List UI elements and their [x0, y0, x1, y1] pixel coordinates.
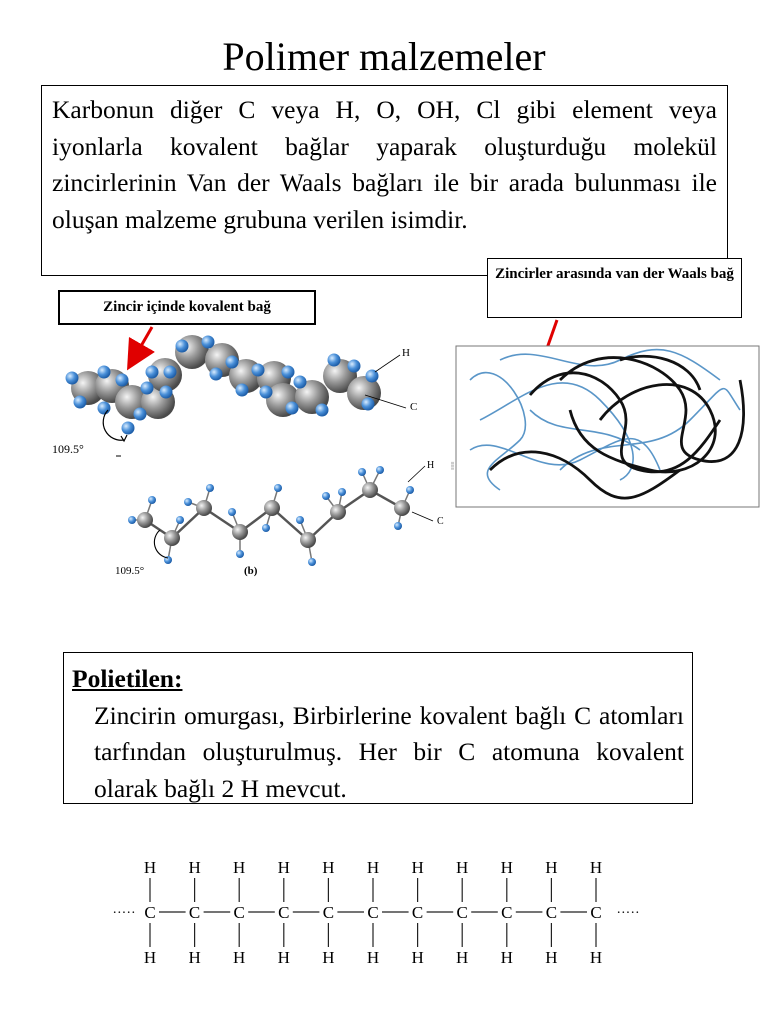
formula-hydrogen: H [143, 858, 157, 877]
formula-hydrogen: H [545, 858, 558, 877]
carbon-atom [264, 500, 280, 516]
polyethylene-text: Zincirin omurgası, Birbirlerine kovalent bağlı C atomları tarfından oluşturulmuş. Her bir C atomuna kovalent olarak bağlı 2 H mevcut. [94, 700, 684, 803]
formula-carbon: C [411, 903, 424, 922]
formula-hydrogen: H [411, 858, 424, 877]
hydrogen-atom [226, 356, 239, 369]
formula-hydrogen: H [500, 948, 513, 967]
formula-hydrogen: H [188, 858, 201, 877]
formula-carbon: C [188, 903, 201, 922]
angle-label-a: 109.5° [52, 442, 84, 456]
atom-label-h-b: H [427, 460, 435, 471]
hydrogen-atom [202, 336, 215, 349]
carbon-atom [362, 482, 378, 498]
polyethylene-box [63, 652, 693, 804]
hydrogen-atom [146, 366, 159, 379]
formula-hydrogen: H [322, 858, 335, 877]
hydrogen-atom [286, 402, 299, 415]
carbon-atom [330, 504, 346, 520]
hydrogen-atom [236, 550, 244, 558]
chain-tangle-frame [456, 346, 759, 507]
polyethylene-heading: Polietilen: [72, 664, 183, 693]
hydrogen-atom [316, 404, 329, 417]
hydrogen-atom [148, 496, 156, 504]
leader-c-b [412, 512, 433, 521]
covalent-arrow [133, 327, 152, 360]
polyethylene-formula [0, 840, 768, 970]
hydrogen-atom [122, 422, 135, 435]
hydrogen-atom [134, 408, 147, 421]
tangle-side-mark: ≡≡≡ [451, 461, 456, 470]
hydrogen-atom [176, 516, 184, 524]
hydrogen-atom [184, 498, 192, 506]
carbon-atom [300, 532, 316, 548]
hydrogen-atom [376, 466, 384, 474]
formula-hydrogen: H [411, 948, 424, 967]
formula-hydrogen: H [456, 948, 469, 967]
page-title: Polimer malzemeler [222, 34, 546, 79]
hydrogen-atom [176, 340, 189, 353]
van-der-waals-label: Zincirler arasında van der Waals bağ [487, 258, 742, 318]
hydrogen-atom [98, 366, 111, 379]
formula-hydrogen: H [589, 948, 603, 967]
definition-box: Karbonun diğer C veya H, O, OH, Cl gibi element veya iyonlarla kovalent bağlar yaparak oluşturduğu molekül zincirlerinin Van der Waals bağları ile bir arada bulunması ile oluşan malzeme grubuna verilen isimdir. [41, 85, 728, 276]
angle-label-b: 109.5° [115, 565, 145, 577]
formula-carbon: C [545, 903, 558, 922]
carbon-atom [164, 530, 180, 546]
hydrogen-atom [236, 384, 249, 397]
hydrogen-atom [160, 386, 173, 399]
carbon-atom [137, 512, 153, 528]
formula-carbon: C [233, 903, 245, 922]
hydrogen-atom [262, 524, 270, 532]
hydrogen-atom [116, 374, 129, 387]
leader-h-b [408, 466, 425, 482]
hydrogen-atom [228, 508, 236, 516]
formula-hydrogen: H [366, 948, 380, 967]
chain-continuation-left: ····· [112, 906, 136, 921]
formula-carbon: C [501, 903, 513, 922]
formula-hydrogen: H [188, 948, 201, 967]
hydrogen-atom [128, 516, 136, 524]
formula-carbon: C [322, 903, 335, 922]
atom-label-c-b: C [437, 516, 444, 527]
sub-label-b: (b) [244, 565, 258, 577]
hydrogen-atom [252, 364, 265, 377]
formula-hydrogen: H [589, 858, 603, 877]
hydrogen-atom [308, 558, 316, 566]
hydrogen-atom [362, 398, 375, 411]
hydrogen-atom [296, 516, 304, 524]
chain-continuation-right: ····· [616, 906, 640, 921]
hydrogen-atom [206, 484, 214, 492]
hydrogen-atom [66, 372, 79, 385]
formula-carbon: C [456, 903, 468, 922]
hydrogen-atom [98, 402, 111, 415]
formula-hydrogen: H [143, 948, 157, 967]
hydrogen-atom [328, 354, 341, 367]
formula-hydrogen: H [456, 858, 469, 877]
hydrogen-atom [210, 368, 223, 381]
atom-label-h-a: H [402, 347, 410, 359]
formula-hydrogen: H [277, 948, 290, 967]
hydrogen-atom [294, 376, 307, 389]
hydrogen-atom [366, 370, 379, 383]
formula-carbon: C [367, 903, 379, 922]
carbon-atom [394, 500, 410, 516]
hydrogen-atom [74, 396, 87, 409]
hydrogen-atom [164, 366, 177, 379]
formula-hydrogen: H [366, 858, 380, 877]
formula-hydrogen: H [545, 948, 558, 967]
formula-hydrogen: H [233, 858, 246, 877]
hydrogen-atom [394, 522, 402, 530]
hydrogen-atom [348, 360, 361, 373]
carbon-atom [232, 524, 248, 540]
formula-hydrogen: H [277, 858, 290, 877]
covalent-bond-label: Zincir içinde kovalent bağ [58, 290, 316, 325]
formula-hydrogen: H [233, 948, 246, 967]
atom-label-c-a: C [410, 401, 418, 413]
hydrogen-atom [358, 468, 366, 476]
hydrogen-atom [282, 366, 295, 379]
formula-hydrogen: H [322, 948, 335, 967]
carbon-atom [196, 500, 212, 516]
formula-carbon: C [144, 903, 156, 922]
formula-hydrogen: H [500, 858, 513, 877]
hydrogen-atom [406, 486, 414, 494]
formula-carbon: C [278, 903, 290, 922]
hydrogen-atom [141, 382, 154, 395]
hydrogen-atom [322, 492, 330, 500]
leader-h-a [375, 355, 400, 372]
hydrogen-atom [260, 386, 273, 399]
formula-carbon: C [590, 903, 602, 922]
hydrogen-atom [338, 488, 346, 496]
hydrogen-atom [274, 484, 282, 492]
